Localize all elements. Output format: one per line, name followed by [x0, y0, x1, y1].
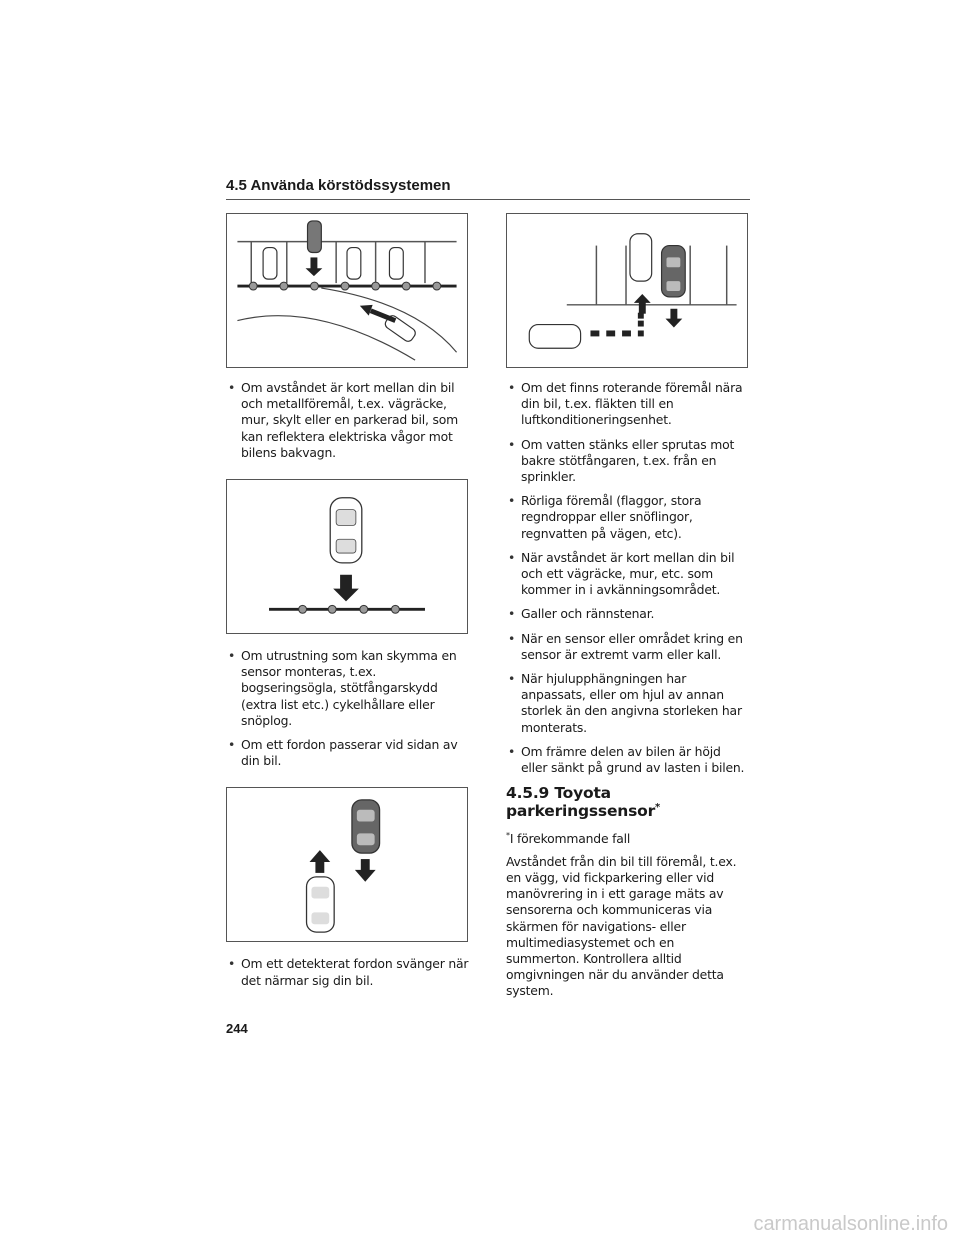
- list-item: • Om främre delen av bilen är höjd eller sänkt på grund av lasten i bilen.: [506, 744, 750, 776]
- list-item: • Rörliga föremål (flaggor, stora regndroppar eller snöflingor, regnvatten på vägen, etc).: [506, 493, 750, 542]
- section-title-mark: *: [655, 802, 661, 814]
- list-item: • Om ett detekterat fordon svänger när det närmar sig din bil.: [226, 956, 470, 988]
- list-item: • När en sensor eller området kring en sensor är extremt varm eller kall.: [506, 631, 750, 663]
- left-column: [226, 213, 470, 997]
- figure-vehicle-passing: [226, 787, 468, 942]
- bullet-list-3: [226, 956, 470, 988]
- bullet-list-1: [226, 380, 470, 461]
- section-title: [506, 784, 750, 820]
- figure-guardrail-parking: [226, 213, 468, 368]
- section-paragraph: Avståndet från din bil till föremål, t.ex. en vägg, vid fickparkering eller vid manövrering in i ett garage mäts av sensorerna och kommuniceras via skärmen för navigations- eller multimediasystemet och en summerton. Kontrollera alltid omgivningen när du använder detta system.: [506, 853, 737, 999]
- right-column: [506, 213, 750, 1000]
- list-item: • När avståndet är kort mellan din bil och ett vägräcke, mur, etc. som kommer in i avkänningsområdet.: [506, 550, 750, 599]
- list-item: • Galler och rännstenar.: [506, 606, 750, 622]
- illustration-turning: [507, 214, 747, 367]
- watermark: carmanualsonline.info: [753, 1213, 948, 1235]
- bullet-list-right: [506, 380, 750, 776]
- page-number: 244: [226, 1021, 248, 1036]
- list-item: • Om utrustning som kan skymma en sensor monteras, t.ex. bogseringsögla, stötfångarskydd (extra list etc.) cykelhållare eller snöplog.: [226, 648, 470, 729]
- note-mark: *: [506, 831, 510, 841]
- figure-rear-sensor-wall: [226, 479, 468, 634]
- availability-note: [506, 828, 750, 847]
- section-header: [226, 177, 750, 200]
- illustration-rear-wall: [227, 480, 467, 633]
- bullet-list-2: [226, 648, 470, 769]
- header-title: 4.5 Använda körstödssystemen: [226, 177, 451, 194]
- list-item: • Om vatten stänks eller sprutas mot bakre stötfångaren, t.ex. från en sprinkler.: [506, 437, 750, 486]
- section-title-text: 4.5.9 Toyota parkeringssensor: [506, 784, 656, 821]
- figure-turning-vehicle: [506, 213, 748, 368]
- list-item: • Om avståndet är kort mellan din bil och metallföremål, t.ex. vägräcke, mur, skylt eller en parkerad bil, som kan reflektera elektriska vågor mot bilens bakvagn.: [226, 380, 470, 461]
- list-item: • När hjulupphängningen har anpassats, eller om hjul av annan storlek än den angivna storleken har monterats.: [506, 671, 750, 736]
- illustration-passing: [227, 788, 467, 941]
- illustration-guardrail: [227, 214, 467, 367]
- note-text: I förekommande fall: [509, 831, 631, 847]
- list-item: • Om ett fordon passerar vid sidan av din bil.: [226, 737, 470, 769]
- list-item: • Om det finns roterande föremål nära din bil, t.ex. fläkten till en luftkonditioneringsenhet.: [506, 380, 750, 429]
